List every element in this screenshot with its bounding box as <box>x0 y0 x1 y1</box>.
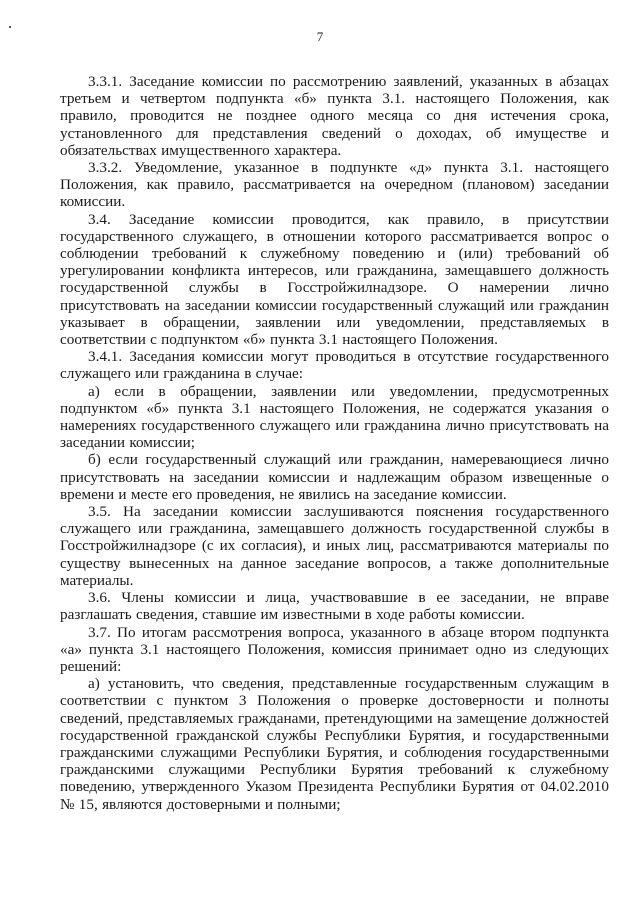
paragraph-3-4-1: 3.4.1. Заседания комиссии могут проводиться в отсутствие государственного служащего или гражданина в случае: <box>60 348 609 383</box>
scan-speck <box>9 26 11 28</box>
paragraph-3-6: 3.6. Члены комиссии и лица, участвовавшие в ее заседании, не вправе разглашать сведения, ставшие им известными в ходе работы комиссии. <box>60 589 609 624</box>
page-number: 7 <box>316 29 324 44</box>
paragraph-3-4-1-a: а) если в обращении, заявлении или уведомлении, предусмотренных подпунктом «б» пункта 3.1 настоящего Положения, не содержатся указания о намерениях государственного служащего или гражданина лично присутствовать на заседании комиссии; <box>60 382 609 452</box>
paragraph-3-3-2: 3.3.2. Уведомление, указанное в подпункте «д» пункта 3.1. настоящего Положения, как правило, рассматривается на очередном (плановом) заседании комиссии. <box>60 159 609 211</box>
document-body <box>60 73 609 813</box>
paragraph-3-7: 3.7. По итогам рассмотрения вопроса, указанного в абзаце втором подпункта «а» пункта 3.1 настоящего Положения, комиссия принимает одно из следующих решений: <box>60 623 609 675</box>
paragraph-3-7-a: а) установить, что сведения, представленные государственным служащим в соответствии с пунктом 3 Положения о проверке достоверности и полноты сведений, представляемых гражданами, претендующими на замещение должностей государственной гражданской службы Республики Бурятия, и государственными гражданскими служащими Республики Бурятия, и соблюдения государственными гражданскими служащими Республики Бурятия требований к служебному поведению, утвержденного Указом Президента Республики Бурятия от 04.02.2010 № 15, являются достоверными и полными; <box>60 675 609 813</box>
paragraph-3-3-1: 3.3.1. Заседание комиссии по рассмотрению заявлений, указанных в абзацах третьем и четвертом подпункта «б» пункта 3.1. настоящего Положения, как правило, проводится не позднее одного месяца со дня истечения срока, установленного для представления сведений о доходах, об имуществе и обязательствах имущественного характера. <box>60 73 609 159</box>
paragraph-3-5: 3.5. На заседании комиссии заслушиваются пояснения государственного служащего или гражданина, замещавшего должность государственной службы в Госстройжилнадзоре (с их согласия), и иных лиц, рассматриваются материалы по существу вынесенных на данное заседание вопросов, а также дополнительные материалы. <box>60 503 609 589</box>
paragraph-3-4: 3.4. Заседание комиссии проводится, как правило, в присутствии государственного служащего, в отношении которого рассматривается вопрос о соблюдении требований к служебному поведению и (или) требований об урегулировании конфликта интересов, или гражданина, замещавшего должность государственной службы в Госстройжилнадзоре. О намерении лично присутствовать на заседании комиссии государственный служащий или гражданин указывает в обращении, заявлении или уведомлении, представляемых в соответствии с подпунктом «б» пункта 3.1 настоящего Положения. <box>60 210 609 349</box>
paragraph-3-4-1-b: б) если государственный служащий или гражданин, намеревающиеся лично присутствовать на заседании комиссии и надлежащим образом извещенные о времени и месте его проведения, не явились на заседание комиссии. <box>60 451 609 503</box>
